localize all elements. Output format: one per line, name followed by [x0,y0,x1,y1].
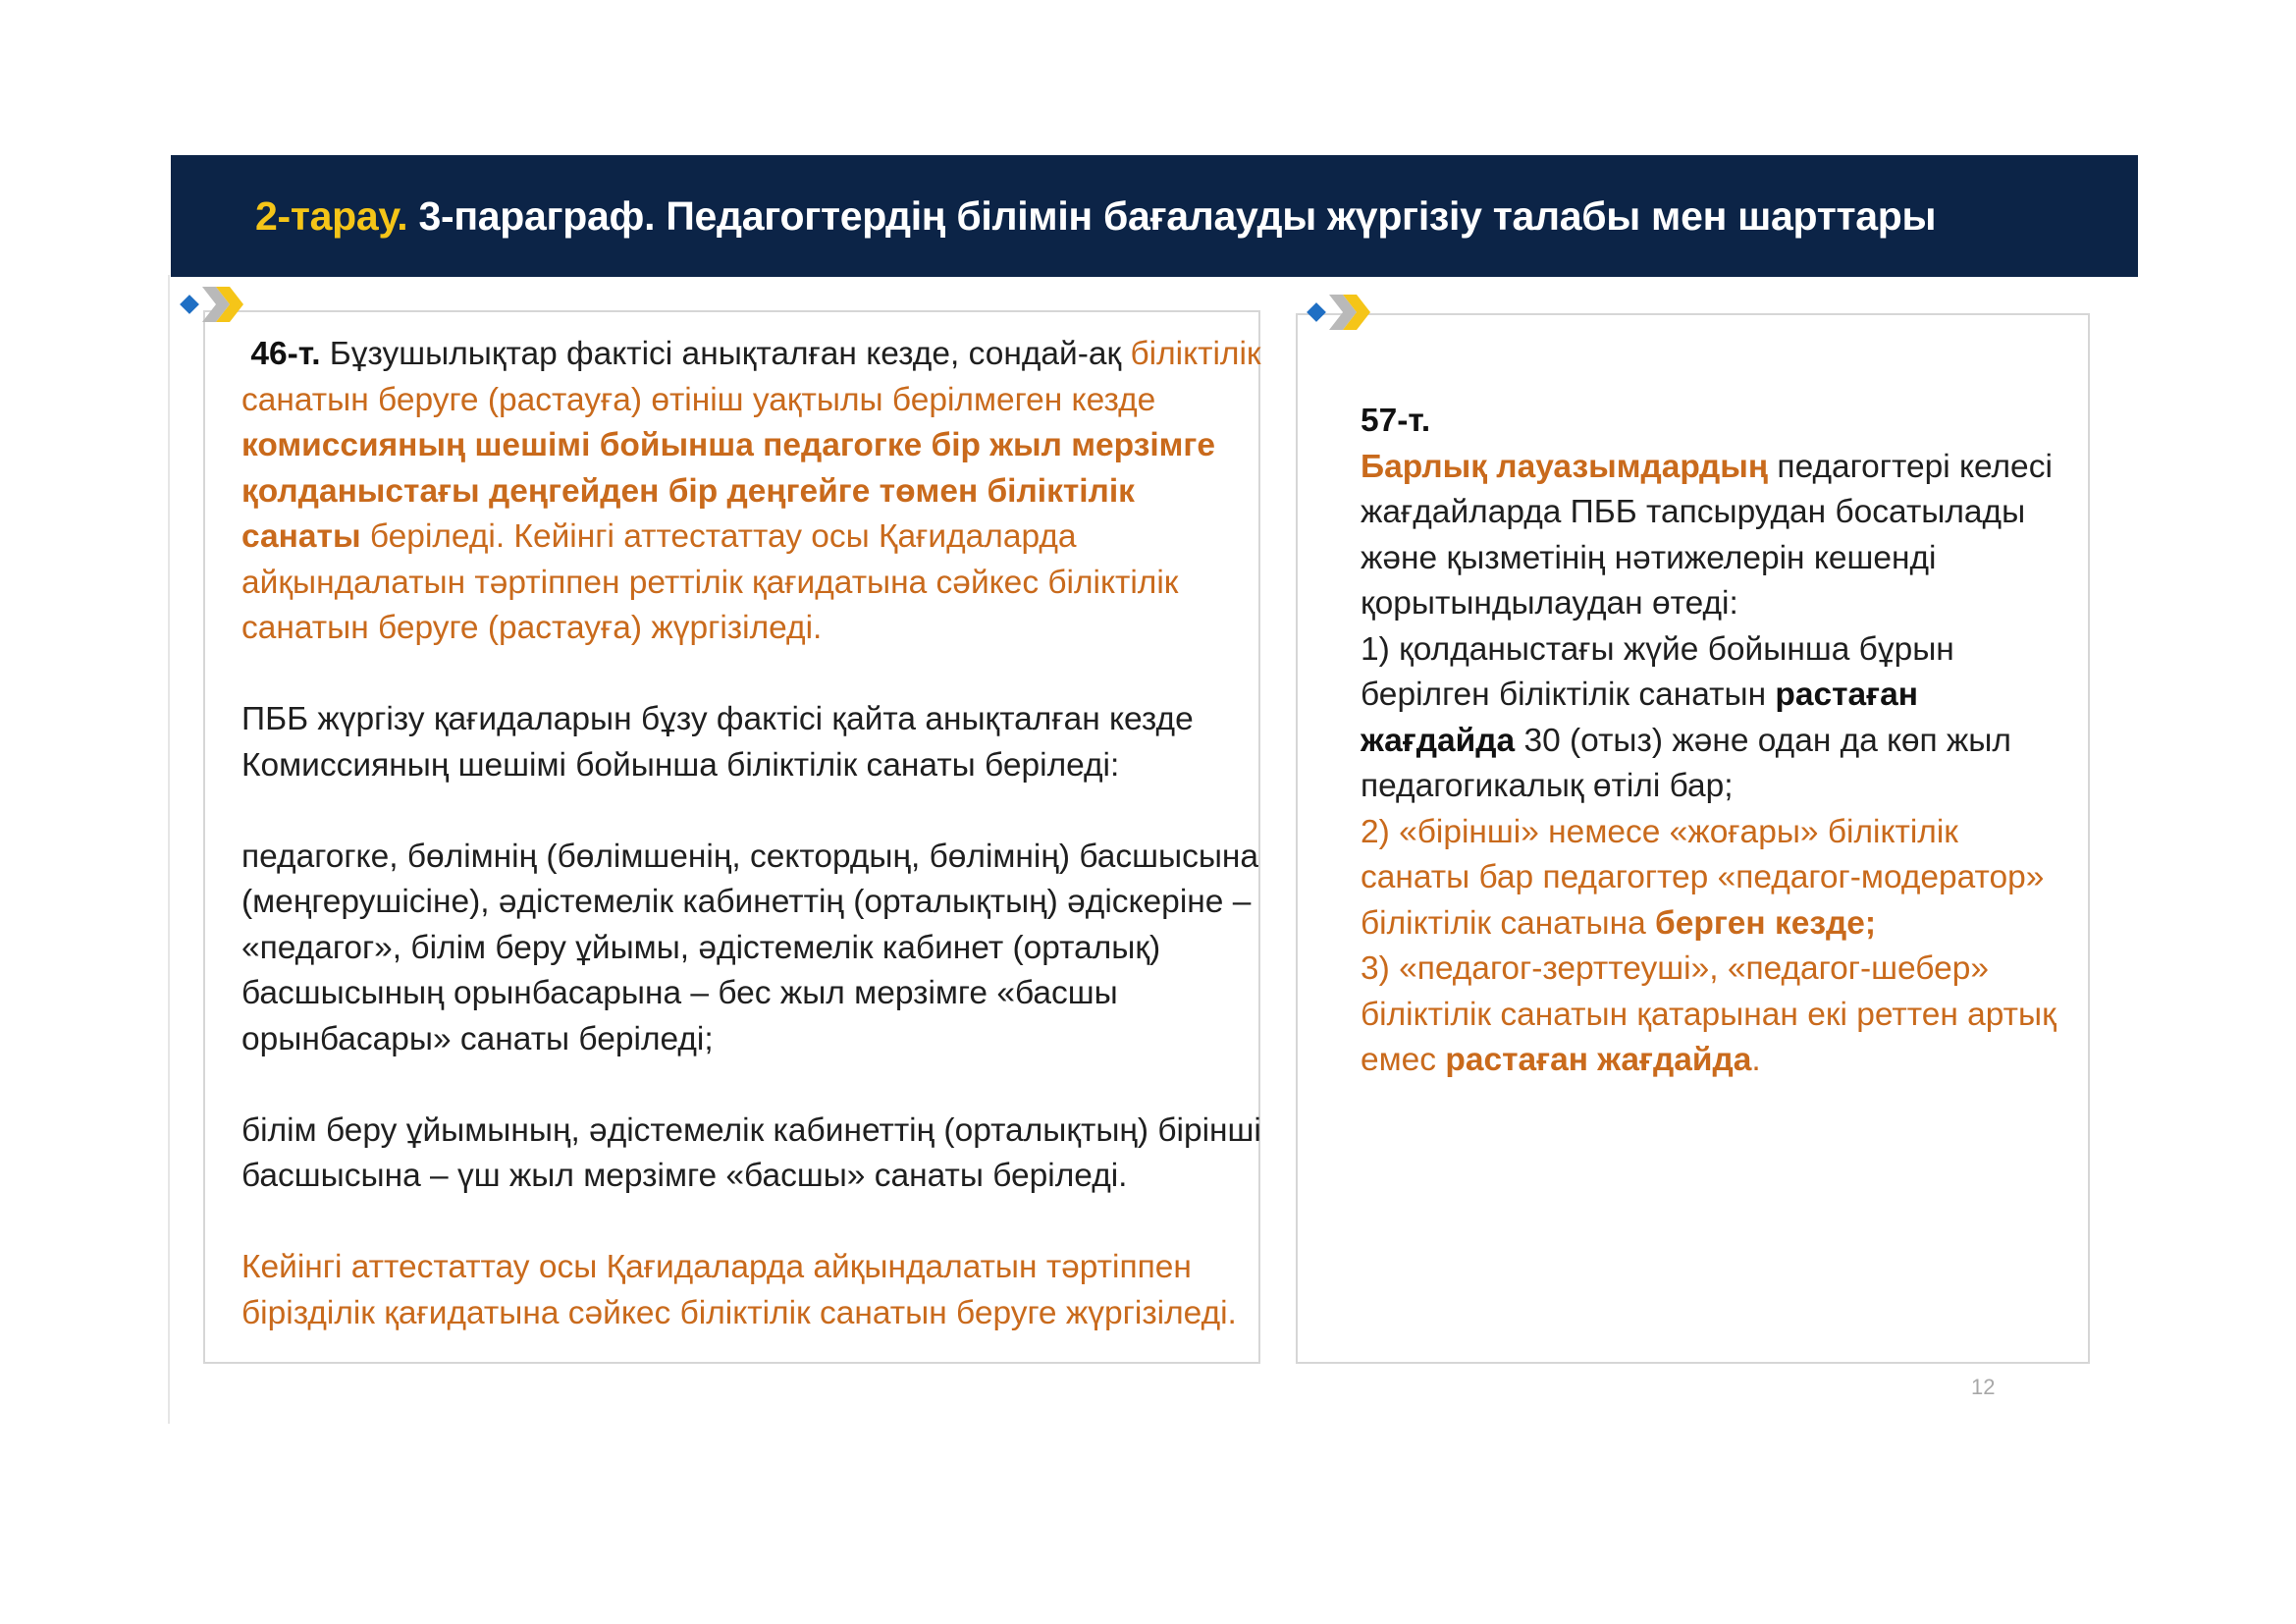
article-46-text [241,332,1262,1336]
subsequent-attestation-paragraph: Кейінгі аттестаттау осы Қағидаларда айқындалатын тәртіппен бірізділік қағидатына сәйкес біліктілік санатын беруге жүргізіледі. [241,1249,1237,1331]
item-1-text: 1) қолданыстағы жүйе бойынша бұрын берілген біліктілік санатын [1361,630,1954,713]
item-3-bold: растаған жағдайда [1445,1042,1752,1078]
item-1-bold: растаған жағдайда [1361,677,1918,759]
item-3-end: . [1751,1042,1761,1078]
article-46-text-2: біліктілік санатын беруге (растауға) өтініш уақтылы берілмеген кезде [241,336,1261,418]
article-46-paragraph [241,332,1262,652]
head-category-paragraph: білім беру ұйымының, әдістемелік кабинеттің (орталықтың) бірінші басшысына – үш жыл мерзімге «басшы» санаты беріледі. [241,1111,1261,1194]
deputy-category-paragraph: педагогке, бөлімнің (бөлімшенің, сектордың, бөлімнің) басшысына (меңгерушісіне), әдістемелік кабинеттің (орталықтың) әдіскеріне – «педагог», білім беру ұйымы, әдістемелік кабинет (орталық) басшысының орынбасарына – бес жыл мерзімге «басшы орынбасары» санаты беріледі; [241,838,1259,1057]
intro-bold: Барлық лауазымдардың [1361,448,1769,485]
chevron-bullet-icon [1304,291,1378,336]
slide-edge-line [168,275,170,1424]
exemption-item-3 [1361,947,2067,1084]
article-46-label: 46-т. [250,336,321,372]
article-46-text-3: комиссияның шешімі бойынша педагогке бір жыл мерзімге қолданыстағы деңгейден бір деңгейге төмен біліктілік санаты [241,427,1216,555]
article-57-text [1361,399,2067,1084]
slide-title [255,193,1936,240]
item-2-bold: берген кезде; [1655,904,1877,942]
chevron-bullet-icon [177,283,251,328]
item-3-text: 3) «педагог-зерттеуші», «педагог-шебер» біліктілік санатын қатарынан екі реттен артық емес [1361,950,2056,1078]
article-46-text-4: беріледі. Кейінгі аттестаттау осы Қағидаларда айқындалатын тәртіппен реттілік қағидатына сәйкес біліктілік санатын беруге (растауға) жүргізіледі. [241,518,1179,646]
article-57-label: 57-т. [1361,403,1431,439]
exemption-item-1 [1361,627,2067,810]
intro-rest: педагогтері келесі жағдайларда ПББ тапсырудан босатылады және қызметінің нәтижелерін кешенді қорытындылаудан өтеді: [1361,448,2053,622]
article-46-text-1: Бұзушылықтар фактісі анықталған кезде, сондай-ақ [320,336,1131,372]
violation-repeat-paragraph: ПББ жүргізу қағидаларын бұзу фактісі қайта анықталған кезде Комиссияның шешімі бойынша біліктілік санаты беріледі: [241,701,1194,784]
article-57-intro [1361,445,2067,627]
item-2-text: 2) «бірінші» немесе «жоғары» біліктілік санаты бар педагогтер «педагог-модератор» біліктілік санатына [1361,813,2045,942]
item-1-rest: 30 (отыз) және одан да көп жыл педагогикалық өтілі бар; [1361,722,2011,804]
slide-header [171,155,2138,277]
exemption-item-2 [1361,810,2067,947]
section-title: 3-параграф. Педагогтердің білімін бағалауды жүргізіу талабы мен шарттары [407,192,1937,239]
chapter-label: 2-тарау. [255,192,408,239]
page-number: 12 [1971,1375,1996,1399]
